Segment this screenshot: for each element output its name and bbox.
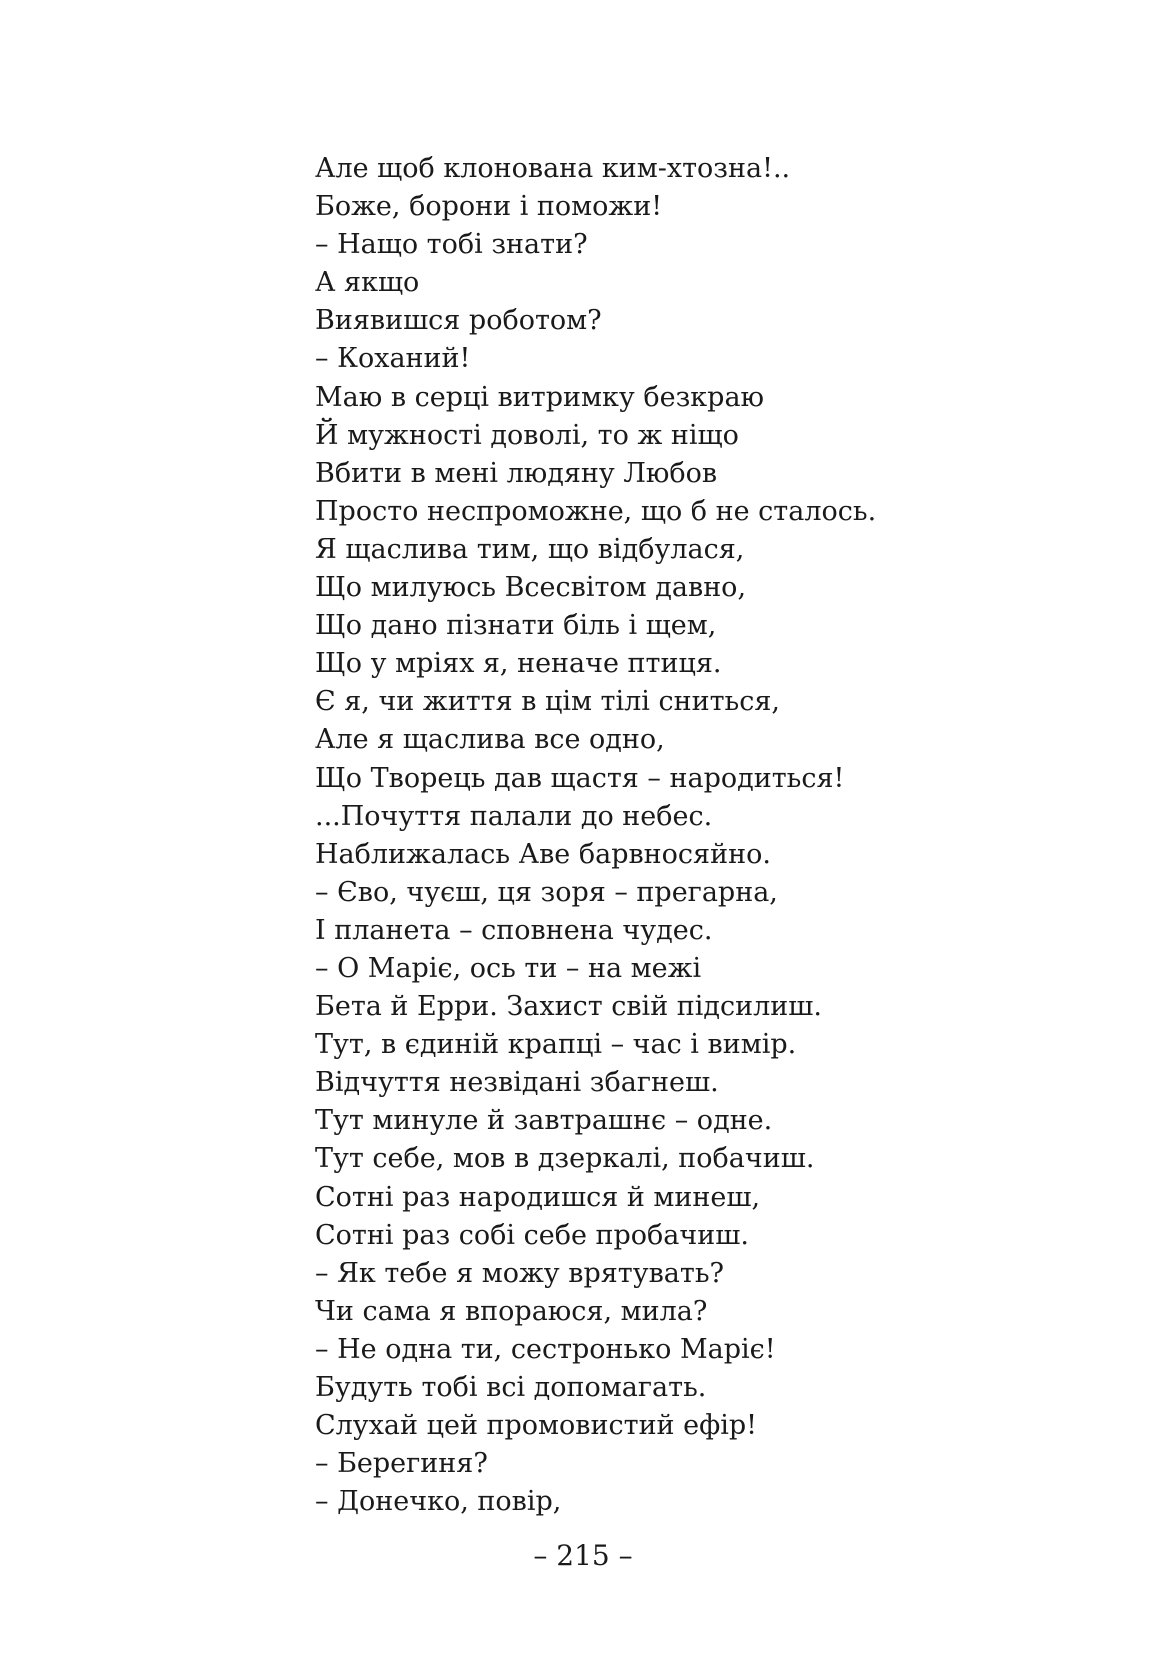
poem-line: Є я, чи життя в цім тілі сниться, <box>315 686 780 718</box>
poem-line: Що Творець дав щастя – народиться! <box>315 762 845 794</box>
poem-line: Відчуття незвідані збагнеш. <box>315 1067 719 1099</box>
poem-line: Але щоб клонована ким-хтозна!.. <box>315 153 791 184</box>
poem-line: Але я щаслива все одно, <box>315 724 665 756</box>
poem-line: А якщо <box>315 267 420 299</box>
poem-line: – Єво, чуєш, ця зоря – прегарна, <box>315 876 778 908</box>
poem-line: Чи сама я впораюся, мила? <box>315 1295 708 1327</box>
poem-line: Тут минуле й завтрашнє – одне. <box>315 1105 773 1137</box>
poem-line: І планета – сповнена чудес. <box>315 914 713 946</box>
poem-line: Будуть тобі всі допомагать. <box>315 1372 707 1403</box>
poem-text <box>315 150 1075 1521</box>
poem-line: – Як тебе я можу врятувать? <box>315 1257 725 1289</box>
poem-line: – Не одна ти, сестронько Маріє! <box>315 1333 776 1365</box>
poem-line: Я щаслива тим, що відбулася, <box>315 533 745 565</box>
poem-line: Наближалась Аве барвносяйно. <box>315 838 771 870</box>
poem-line: Виявишся роботом? <box>315 305 602 337</box>
poem-line: Сотні раз народишся й минеш, <box>315 1181 761 1213</box>
poem-line: Вбити в мені людяну Любов <box>315 457 718 489</box>
poem-line: Тут себе, мов в дзеркалі, побачиш. <box>315 1143 815 1175</box>
poem-line: Що милуюсь Всесвітом давно, <box>315 572 747 604</box>
poem-line: – Берегиня? <box>315 1448 488 1480</box>
poem-line: Маю в серці витримку безкраю <box>315 381 765 413</box>
poem-line: Тут, в єдиній крапці – час і вимір. <box>315 1029 797 1061</box>
page-number: – 215 – <box>533 1539 633 1572</box>
poem-line: – Донечко, повір, <box>315 1486 562 1518</box>
poem-line: Що дано пізнати біль і щем, <box>315 610 717 642</box>
poem-line: Сотні раз собі себе пробачиш. <box>315 1219 749 1251</box>
poem-line: ...Почуття палали до небес. <box>315 800 713 832</box>
poem-line: Бета й Ерри. Захист свій підсилиш. <box>315 991 822 1023</box>
poem-line: Просто неспроможне, що б не сталось. <box>315 495 877 527</box>
poem-line: – Коханий! <box>315 343 471 375</box>
poem-line: – Нащо тобі знати? <box>315 229 588 261</box>
poem-line: Слухай цей промовистий ефір! <box>315 1410 758 1442</box>
poem-line: – О Маріє, ось ти – на межі <box>315 952 702 984</box>
poem-line: Й мужності доволі, то ж ніщо <box>315 419 739 451</box>
poem-line: Що у мріях я, неначе птиця. <box>315 648 722 680</box>
poem-line: Боже, борони і поможи! <box>315 191 663 223</box>
